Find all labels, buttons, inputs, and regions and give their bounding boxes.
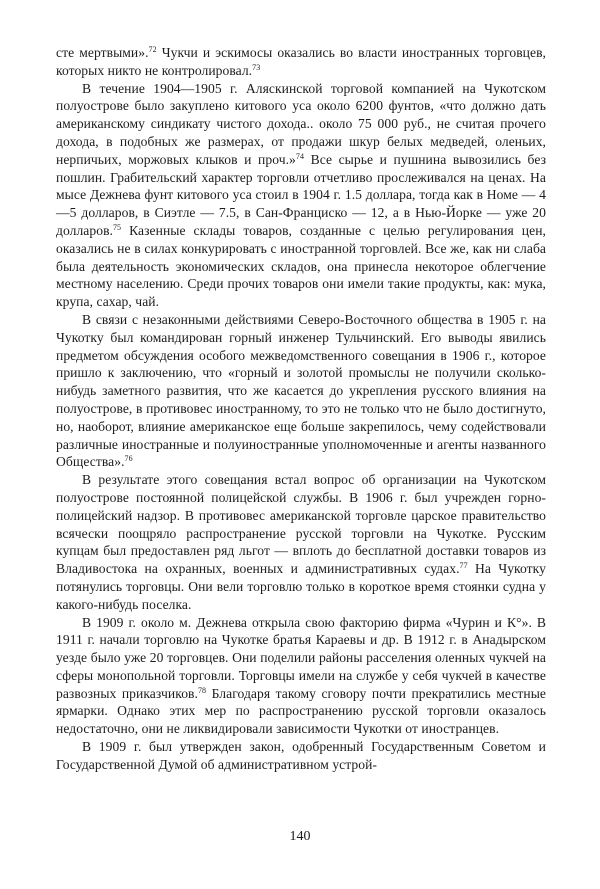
paragraph bbox=[56, 80, 546, 311]
text-run: В течение 1904—1905 г. Аляскинской торговой компанией на Чукотском полуострове было закуплено китового уса около 6200 фунтов, «что должно дать американскому синдикату чистого дохода.. около 75 000 руб., не считая прочего дохода, в подобных же размерах, от продажи шкур белых медведей, оленьих, нерпичьих, моржовых клыков и проч.» bbox=[56, 80, 546, 167]
text-run: Благодаря такому сговору почти прекратились местные ярмарки. Однако этих мер по распространению русской торговли оказалось недостаточно, они не ликвидировали зависимости Чукотки от иностранцев. bbox=[56, 685, 546, 737]
footnote-ref: 76 bbox=[124, 454, 133, 464]
text-run: На Чукотку потянулись торговцы. Они вели торговлю только в короткое время стоянки судна у какого-нибудь поселка. bbox=[56, 561, 546, 612]
text-run: Казенные склады товаров, созданные с целью регулирования цен, оказались не в силах конкурировать с иностранной торговлей. Все же, как ни слаба была деятельность экономических складов, она принесла некоторое облегчение местному населению. Среди прочих товаров они имели такие продукты, как: мука, крупа, сахар, чай. bbox=[56, 222, 546, 310]
text-run: В результате этого совещания встал вопрос об организации на Чукотском полуострове постоянной полицейской службы. В 1906 г. был учрежден горно-полицейский надзор. В противовес американской торговле царское правительство всячески поощряло распространение русской торговли на Чукотке. Русским купцам был предоставлен ряд льгот — вплоть до бесплатной доставки товаров из Владивостока на охранных, военных и административных судах. bbox=[56, 472, 546, 577]
paragraph bbox=[56, 311, 546, 471]
footnote-ref: 78 bbox=[197, 685, 207, 695]
text-run: В 1909 г. около м. Дежнева открыла свою факторию фирма «Чурин и К°». В 1911 г. начали торговлю на Чукотке братья Караевы и др. В 1912 г. в Анадырском уезде было уже 20 торговцев. Они поделили районы расселения оленных чукчей на сферы монопольной торговли. Торговцы имели на службе у себя чукчей в качестве развозных приказчиков. bbox=[56, 614, 546, 701]
footnote-ref: 75 bbox=[113, 222, 122, 232]
footnote-ref: 72 bbox=[148, 45, 157, 54]
paragraph bbox=[56, 44, 546, 80]
paragraph bbox=[56, 738, 546, 774]
text-run: Все сырье и пушнина вывозились без пошлин. Грабительский характер торговли отчетливо прослеживался на ценах. На мысе Дежнева фунт китового уса стоил в 1904 г. 1.5 доллара, тогда как в Номе — 4—5 долларов, в Сиэтле — 7.5, в Сан-Франциско — 12, а в Нью-Йорке — уже 20 долларов. bbox=[56, 151, 546, 238]
body-text bbox=[56, 44, 546, 774]
footnote-ref: 74 bbox=[295, 151, 304, 161]
paragraph bbox=[56, 471, 546, 613]
text-run: В связи с незаконными действиями Северо-Восточного общества в 1905 г. на Чукотку был командирован горный инженер Тульчинский. Его выводы явились предметом обсуждения особого межведомственного совещания в 1906 г., которое пришло к заключению, что «горный и золотой промыслы не получили сколько-нибудь заметного развития, что же касается до укрепления русского влияния на полуострове, в противовес иностранному, то это не только что не было достигнуто, но, наоборот, влияние американское еще больше закрепилось, чему содействовали различные иностранные и полуиностранные уполномоченные и агенты названного Общества». bbox=[56, 311, 546, 470]
footnote-ref: 77 bbox=[459, 561, 468, 571]
text-run: сте мертвыми». bbox=[56, 45, 149, 60]
text-run: В 1909 г. был утвержден закон, одобренный Государственным Советом и Государственной Думой об административном устрой- bbox=[56, 739, 546, 772]
page-number: 140 bbox=[289, 829, 311, 844]
text-run: Чукчи и эскимосы оказались во власти иностранных торговцев, которых никто не контролировал. bbox=[56, 45, 546, 78]
paragraph bbox=[56, 614, 546, 739]
footnote-ref: 73 bbox=[252, 62, 261, 72]
